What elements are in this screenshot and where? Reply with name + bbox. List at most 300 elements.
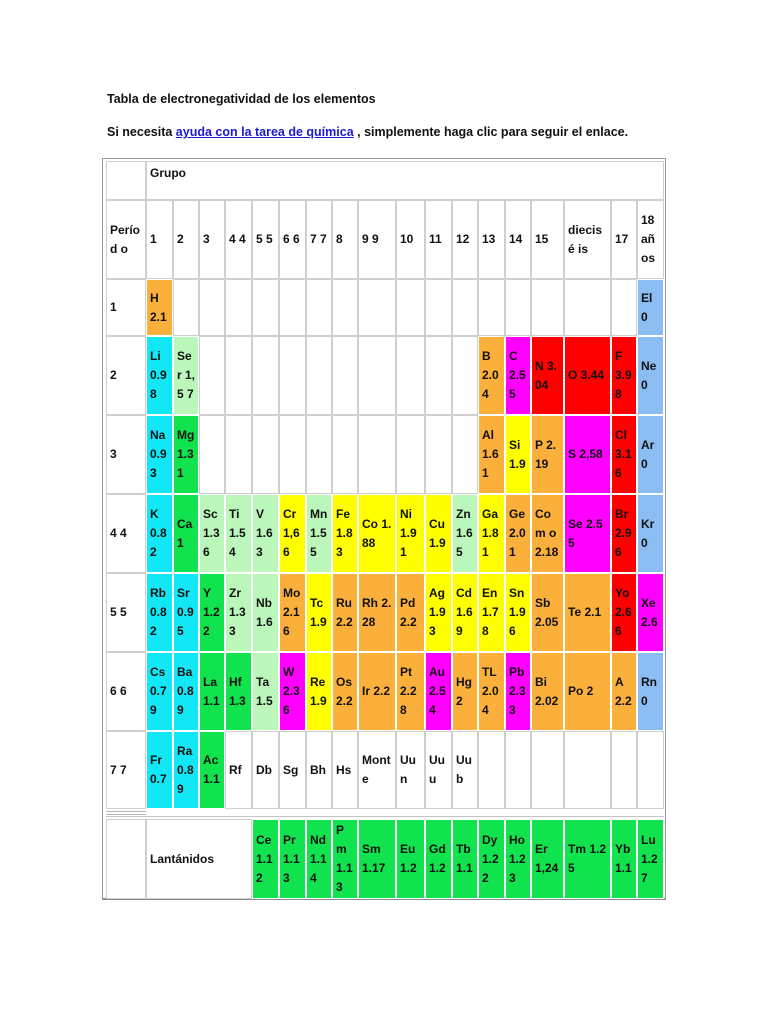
empty-cell [225,415,252,494]
element-cell-text: K 0.8 2 [150,507,167,559]
element-cell-text: Cu 1.9 [429,516,446,550]
element-cell-text: Re 1.9 [310,674,327,708]
intro-text-after: , simplemente haga clic para seguir el enlace. [353,125,629,139]
element-cell-text: Ni 1.9 1 [400,507,417,559]
lanthanide-cell [531,819,564,899]
element-cell-text: Cd 1.6 9 [456,586,473,638]
element-cell-text: Al 1.6 1 [482,428,499,480]
empty-cell [332,415,358,494]
homework-help-link[interactable]: ayuda con la tarea de química [175,125,354,139]
element-cell-text: Ar 0 [641,437,655,471]
element-cell-text: Hf 1.3 [229,674,246,708]
element-cell [531,652,564,731]
element-cell [611,652,637,731]
element-cell [478,415,505,494]
group-header-12-text: 12 [456,232,470,246]
element-cell-text: S 2,58 [568,447,603,461]
period-label-text: Períod o [110,222,141,256]
element-cell-text: P 2.19 [535,437,557,471]
empty-cell [252,336,279,415]
group-header-6-text: 6 6 [283,232,300,246]
element-cell [505,652,531,731]
element-cell [396,573,425,652]
element-cell-text: Se 2.55 [568,516,603,550]
element-cell-text: Cl 3.1 6 [615,428,632,480]
element-cell-text: B 2.0 4 [482,349,499,401]
lanthanide-cell [564,819,611,899]
empty-cell [225,279,252,336]
element-cell [478,573,505,652]
lanthanides-label-text: Lantánidos [150,851,215,866]
element-cell [611,573,637,652]
element-cell-text: Rn 0 [641,674,657,708]
element-cell [199,494,225,573]
lanthanide-cell-text: Tm 1.25 [568,842,607,875]
lanthanide-cell [332,819,358,899]
empty-cell [505,731,531,809]
element-cell [452,494,478,573]
group-header-18-text: 18 años [641,213,656,265]
element-cell-text: Fe 1.8 3 [336,507,353,559]
period-number [106,279,146,336]
element-cell [173,573,199,652]
element-cell [252,573,279,652]
empty-cell [279,336,306,415]
empty-cell [358,415,396,494]
lanthanide-cell [252,819,279,899]
empty-cell [332,279,358,336]
empty-cell [199,336,225,415]
element-cell-text: Sr 0.9 5 [177,586,194,638]
element-cell-text: Pt 2.2 8 [400,665,417,717]
element-cell-text: Cr 1,6 6 [283,507,300,559]
element-cell-text: En 1.7 8 [482,586,499,638]
empty-cell [173,279,199,336]
lanthanide-cell-text: Pr 1.1 3 [283,832,300,885]
group-header-3-text: 3 [203,232,210,246]
lanthanides-label [146,819,252,899]
group-header-1-text: 1 [150,232,157,246]
element-cell [279,652,306,731]
lanthanide-cell [358,819,396,899]
element-cell [332,652,358,731]
group-header-13-text: 13 [482,232,496,246]
group-header-7 [306,200,332,279]
group-header-7-text: 7 7 [310,232,327,246]
element-cell-text: Ne 0 [641,358,657,392]
element-cell-text: Bh [310,762,326,777]
element-cell-text: Na 0.9 3 [150,428,167,480]
lanthanide-corner [106,819,146,899]
element-cell [425,573,452,652]
element-cell-text: Com o 2.18 [535,507,559,559]
element-cell [199,573,225,652]
element-cell [358,494,396,573]
empty-cell [425,336,452,415]
empty-cell [396,279,425,336]
lanthanide-cell [279,819,306,899]
group-header-2-text: 2 [177,232,184,246]
lanthanide-cell-text: Tb 1.1 [456,842,473,875]
element-cell-text: Rf [229,762,242,777]
element-cell-text: V 1.6 3 [256,507,273,559]
element-cell [564,652,611,731]
element-cell [452,573,478,652]
empty-cell [279,415,306,494]
lanthanide-cell [306,819,332,899]
period-number [106,336,146,415]
element-cell [252,652,279,731]
element-cell [146,731,173,809]
empty-cell [358,336,396,415]
row-separator [106,811,146,815]
period-number-text: 6 6 [110,684,127,698]
empty-cell [306,279,332,336]
group-header-5 [252,200,279,279]
empty-cell [279,279,306,336]
element-cell [505,494,531,573]
element-cell-text: Ag 1.9 3 [429,586,446,638]
lanthanide-cell [505,819,531,899]
element-cell [478,494,505,573]
element-cell [611,494,637,573]
element-cell-text: Hs [336,762,352,777]
empty-cell [199,415,225,494]
element-cell-text: Db [256,762,272,777]
element-cell [358,573,396,652]
element-cell [358,652,396,731]
period-number-text: 1 [110,300,117,314]
element-cell [146,336,173,415]
element-cell-text: Mo 2.1 6 [283,586,301,638]
group-header-9-text: 9 9 [362,232,379,246]
element-cell [306,731,332,809]
group-header-1 [146,200,173,279]
lanthanide-cell-text: Ho 1.2 3 [509,832,526,885]
period-number [106,573,146,652]
element-cell [531,336,564,415]
lanthanide-cell-text: Nd 1.1 4 [310,832,327,885]
intro-paragraph [107,125,628,139]
element-cell-text: Sb 2.05 [535,595,559,629]
element-cell-text: Zr 1.3 3 [229,586,246,638]
element-cell-text: Pd 2.2 [400,595,417,629]
element-cell [306,494,332,573]
element-cell-text: El 0 [641,290,653,324]
lanthanide-cell-text: Er 1,24 [535,842,559,875]
element-cell [146,652,173,731]
element-cell [396,494,425,573]
intro-text-before: Si necesita [107,125,176,139]
element-cell [225,573,252,652]
element-cell [505,573,531,652]
period-number [106,494,146,573]
element-cell [637,279,664,336]
group-label [146,161,664,200]
element-cell [173,731,199,809]
empty-cell [225,336,252,415]
element-cell-text: Si 1.9 [509,437,526,471]
element-cell-text: Sc 1.3 6 [203,507,220,559]
element-cell [225,731,252,809]
empty-cell [505,279,531,336]
group-header-8 [332,200,358,279]
element-cell-text: Br 2.9 6 [615,507,632,559]
element-cell [306,573,332,652]
element-cell-text: Y 1.2 2 [203,586,220,638]
element-cell [225,494,252,573]
group-header-3 [199,200,225,279]
element-cell [505,336,531,415]
element-cell [531,494,564,573]
period-number-text: 5 5 [110,605,127,619]
lanthanide-cell-text: Ce 1.1 2 [256,832,273,885]
element-cell-text: Co 1.88 [362,516,392,550]
element-cell-text: Yo 2.6 6 [615,586,632,638]
element-cell [146,279,173,336]
group-header-14 [505,200,531,279]
element-cell-text: Rb 0.8 2 [150,586,167,638]
element-cell-text: Li 0.9 8 [150,349,167,401]
element-cell [332,573,358,652]
element-cell-text: Au 2.5 4 [429,665,446,717]
element-cell-text: O 3.44 [568,368,605,382]
period-number-text: 7 7 [110,762,127,777]
group-header-16-text: diecisé is [568,222,603,256]
empty-cell [452,415,478,494]
group-header-4 [225,200,252,279]
element-cell [146,573,173,652]
empty-cell [478,279,505,336]
group-header-11-text: 11 [429,232,442,246]
group-header-10-text: 10 [400,232,414,246]
element-cell [173,652,199,731]
element-cell-text: Pb 2.3 3 [509,665,526,717]
empty-cell [306,336,332,415]
element-cell [637,494,664,573]
element-cell [199,731,225,809]
element-cell-text: Zn 1.6 5 [456,507,473,559]
lanthanide-cell-text: Eu 1.2 [400,842,417,875]
group-header-17-text: 17 [615,232,629,246]
element-cell [637,573,664,652]
header-corner [106,161,146,200]
element-cell [611,415,637,494]
group-header-9 [358,200,396,279]
empty-cell [358,279,396,336]
period-number [106,415,146,494]
empty-cell [564,731,611,809]
element-cell [564,573,611,652]
lanthanide-cell-text: Lu 1.2 7 [641,832,658,885]
element-cell [332,494,358,573]
empty-cell [332,336,358,415]
element-cell-text: Ti 1.5 4 [229,507,246,559]
element-cell [173,494,199,573]
empty-cell [478,731,505,809]
element-cell-text: Sn 1.9 6 [509,586,526,638]
element-cell-text: Po 2 [568,684,594,698]
element-cell-text: H 2.1 [150,290,167,324]
element-cell [505,415,531,494]
group-header-17 [611,200,637,279]
empty-cell [199,279,225,336]
element-cell-text: Hg 2 [456,674,472,708]
element-cell-text: Ru 2.2 [336,595,353,629]
element-cell [279,494,306,573]
element-cell [531,573,564,652]
element-cell-text: Te 2.1 [568,605,602,619]
empty-cell [637,731,664,809]
empty-cell [531,731,564,809]
element-cell-text: Ir 2.2 [362,684,391,698]
element-cell-text: TL 2.0 4 [482,665,499,717]
group-header-6 [279,200,306,279]
element-cell-text: Cs 0.7 9 [150,665,167,717]
element-cell [425,652,452,731]
element-cell-text: Rh 2.28 [362,595,392,629]
group-header-8-text: 8 [336,232,343,246]
element-cell [452,731,478,809]
lanthanide-cell [637,819,664,899]
page-title: Tabla de electronegatividad de los elementos [107,92,376,106]
element-cell-text: Ser 1,5 7 [177,349,196,401]
element-cell [611,336,637,415]
element-cell-text: La 1.1 [203,674,220,708]
group-header-4-text: 4 4 [229,232,246,246]
element-cell [396,731,425,809]
element-cell-text: C 2.5 5 [509,349,526,401]
lanthanide-cell [611,819,637,899]
group-header-15 [531,200,564,279]
empty-cell [452,336,478,415]
period-number [106,731,146,809]
element-cell [146,415,173,494]
period-number [106,652,146,731]
lanthanide-cell [478,819,505,899]
group-header-2 [173,200,199,279]
element-cell [531,415,564,494]
element-cell-text: W 2.3 6 [283,665,300,717]
element-cell-text: Bi 2.02 [535,674,559,708]
element-cell-text: Os 2.2 [336,674,353,708]
lanthanide-cell-text: Yb 1.1 [615,842,632,875]
element-cell [199,652,225,731]
group-header-12 [452,200,478,279]
lanthanide-cell [396,819,425,899]
element-cell [452,652,478,731]
element-cell [252,731,279,809]
lanthanide-cell [425,819,452,899]
element-cell-text: N 3.04 [535,358,558,392]
period-number-text: 2 [110,368,117,382]
element-cell-text: Xe 2.6 [641,595,658,629]
period-label [106,200,146,279]
element-cell-text: Ac 1.1 [203,753,220,786]
group-label-text: Grupo [150,166,186,180]
element-cell [478,652,505,731]
empty-cell [425,415,452,494]
element-cell [637,652,664,731]
element-cell [225,652,252,731]
element-cell-text: Uu u [429,753,445,786]
element-cell [358,731,396,809]
element-cell-text: Ga 1.8 1 [482,507,499,559]
element-cell-text: Sg [283,762,299,777]
empty-cell [452,279,478,336]
element-cell-text: Nb 1.6 [256,595,273,629]
empty-cell [252,415,279,494]
element-cell [425,731,452,809]
empty-cell [564,279,611,336]
period-number-text: 3 [110,447,117,461]
group-header-16 [564,200,611,279]
group-header-18 [637,200,664,279]
element-cell-text: Kr 0 [641,516,655,550]
element-cell [637,415,664,494]
element-cell [252,494,279,573]
group-header-5-text: 5 5 [256,232,273,246]
element-cell [637,336,664,415]
element-cell [146,494,173,573]
element-cell-text: Ca 1 [177,516,193,550]
element-cell-text: F 3.9 8 [615,349,632,401]
element-cell-text: Tc 1.9 [310,595,327,629]
element-cell-text: Mont e [362,753,391,786]
element-cell [478,336,505,415]
element-cell-text: Ge 2.0 1 [509,507,526,559]
element-cell-text: Uun [400,753,416,786]
empty-cell [425,279,452,336]
element-cell [279,731,306,809]
empty-cell [396,415,425,494]
element-cell [564,336,611,415]
empty-cell [306,415,332,494]
element-cell [425,494,452,573]
element-cell-text: Uu b [456,753,472,786]
group-header-14-text: 14 [509,232,523,246]
element-cell-text: Ba 0.8 9 [177,665,194,717]
lanthanide-cell-text: Gd 1.2 [429,842,446,875]
group-header-15-text: 15 [535,232,549,246]
group-header-13 [478,200,505,279]
empty-cell [252,279,279,336]
element-cell-text: Fr 0.7 [150,753,167,786]
element-cell [306,652,332,731]
element-cell [396,652,425,731]
element-cell [173,415,199,494]
element-cell [564,415,611,494]
lanthanide-cell [452,819,478,899]
empty-cell [611,731,637,809]
lanthanide-cell-text: Sm 1.17 [362,842,386,875]
period-number-text: 4 4 [110,526,127,540]
group-header-11 [425,200,452,279]
element-cell-text: Ra 0.8 9 [177,743,194,796]
element-cell-text: Mn 1.5 5 [310,507,328,559]
empty-cell [531,279,564,336]
element-cell-text: Ta 1.5 [256,674,273,708]
lanthanide-cell-text: Dy 1.2 2 [482,832,499,885]
empty-cell [611,279,637,336]
element-cell [564,494,611,573]
element-cell [332,731,358,809]
element-cell-text: A 2.2 [615,674,632,708]
group-header-10 [396,200,425,279]
empty-cell [396,336,425,415]
element-cell [173,336,199,415]
lanthanide-cell-text: Pm 1.1 3 [336,823,353,894]
